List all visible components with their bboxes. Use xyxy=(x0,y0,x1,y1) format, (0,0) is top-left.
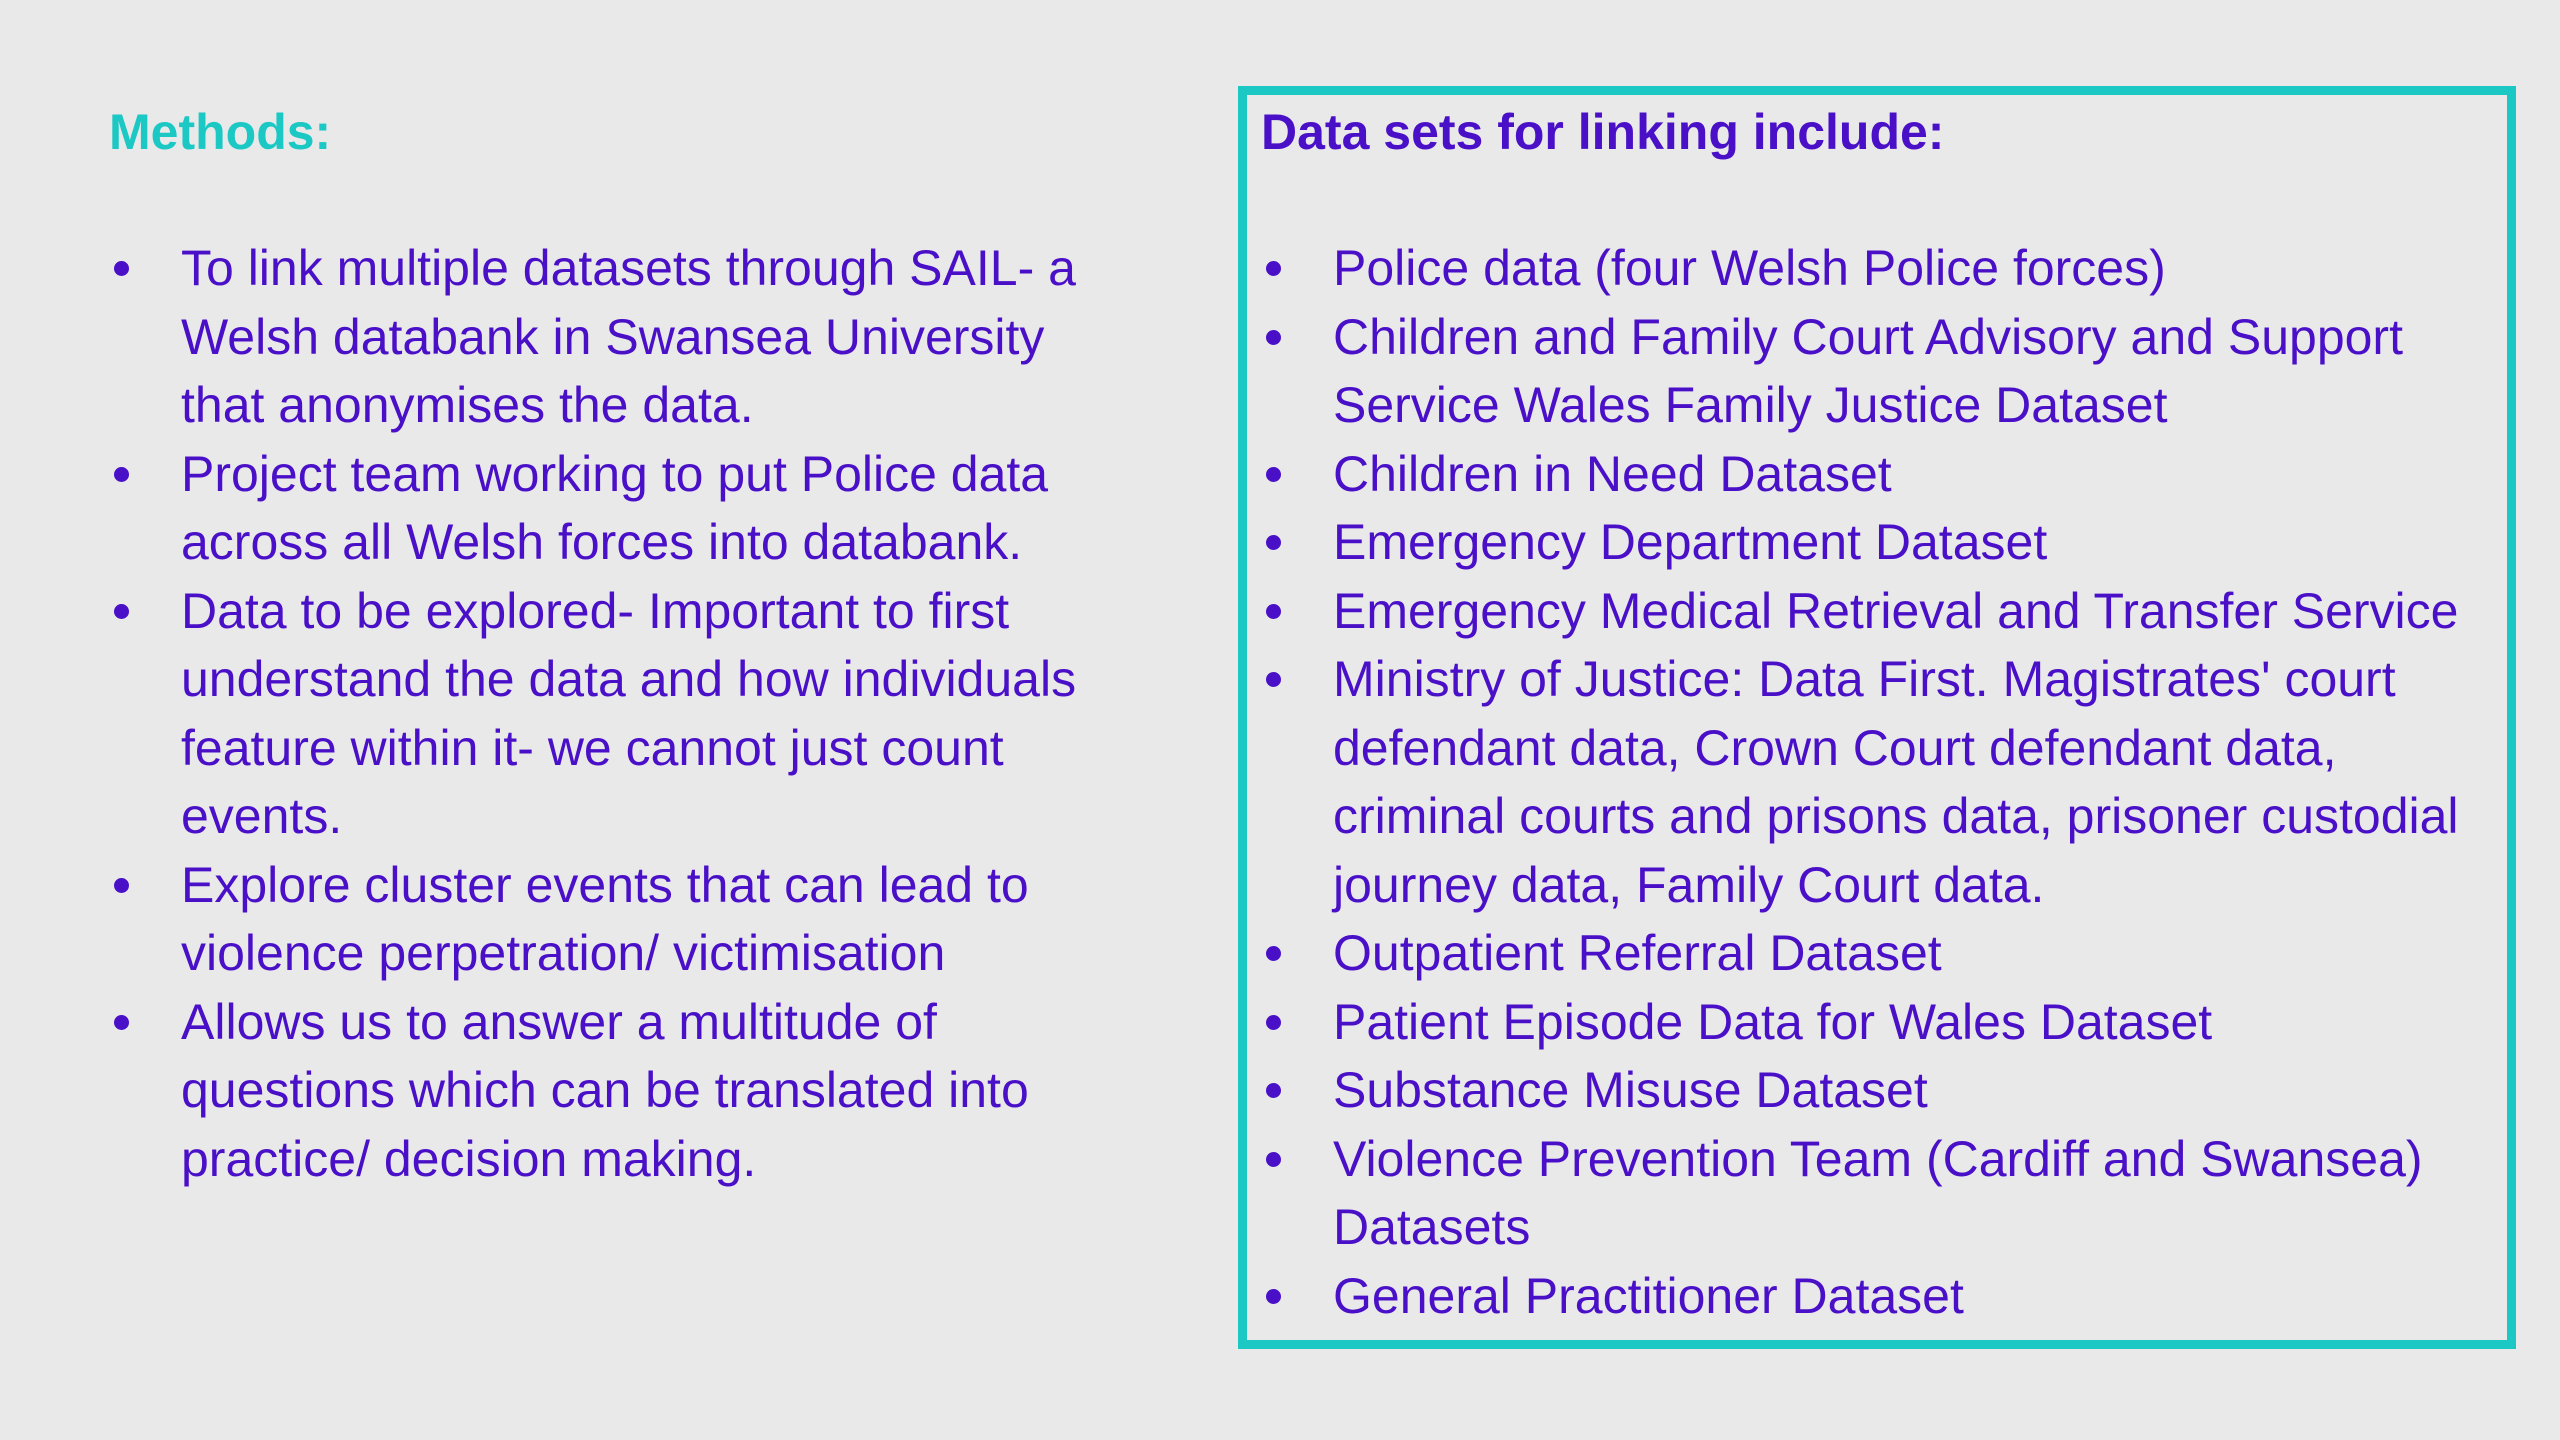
bullet-icon xyxy=(114,878,129,893)
bullet-icon xyxy=(1266,672,1281,687)
datasets-list xyxy=(1261,234,2521,1330)
list-item xyxy=(1261,234,2521,303)
methods-item-text: Data to be explored- Important to first understand the data and how individuals feature within it- we cannot just count events. xyxy=(181,582,1077,844)
bullet-icon xyxy=(1266,1083,1281,1098)
methods-item-text: Project team working to put Police data across all Welsh forces into databank. xyxy=(181,445,1049,570)
bullet-icon xyxy=(114,261,129,276)
bullet-icon xyxy=(114,467,129,482)
bullet-icon xyxy=(114,604,129,619)
list-item xyxy=(109,988,1129,1194)
list-item xyxy=(1261,919,2521,988)
methods-item-text: To link multiple datasets through SAIL- a Welsh databank in Swansea University that anonymises the data. xyxy=(181,240,1076,433)
list-item xyxy=(1261,508,2521,577)
list-item xyxy=(1261,440,2521,509)
list-item xyxy=(1261,645,2521,919)
list-item xyxy=(1261,303,2521,440)
bullet-icon xyxy=(1266,1289,1281,1304)
bullet-icon xyxy=(1266,946,1281,961)
bullet-icon xyxy=(114,1015,129,1030)
dataset-item-text: Violence Prevention Team (Cardiff and Swansea) Datasets xyxy=(1333,1130,2423,1255)
bullet-icon xyxy=(1266,467,1281,482)
dataset-item-text: Police data (four Welsh Police forces) xyxy=(1333,240,2166,296)
list-item xyxy=(109,234,1129,440)
dataset-item-text: Emergency Department Dataset xyxy=(1333,514,2048,570)
dataset-item-text: Children in Need Dataset xyxy=(1333,445,1892,502)
dataset-item-text: Ministry of Justice: Data First. Magistrates' court defendant data, Crown Court defendant data, criminal courts and prisons data, prisoner custodial journey data, Family Court data. xyxy=(1333,651,2459,913)
methods-item-text: Allows us to answer a multitude of questions which can be translated into practice/ decision making. xyxy=(181,993,1029,1187)
bullet-icon xyxy=(1266,261,1281,276)
methods-item-text: Explore cluster events that can lead to violence perpetration/ victimisation xyxy=(181,856,1029,981)
list-item xyxy=(1261,1056,2521,1125)
dataset-item-text: Substance Misuse Dataset xyxy=(1333,1062,1928,1118)
dataset-item-text: Outpatient Referral Dataset xyxy=(1333,925,1942,981)
dataset-item-text: Emergency Medical Retrieval and Transfer Service xyxy=(1333,582,2459,639)
bullet-icon xyxy=(1266,1015,1281,1030)
methods-list xyxy=(109,234,1129,1193)
list-item xyxy=(1261,577,2521,646)
dataset-item-text: Patient Episode Data for Wales Dataset xyxy=(1333,993,2213,1050)
list-item xyxy=(1261,988,2521,1057)
list-item xyxy=(109,440,1129,577)
datasets-heading: Data sets for linking include: xyxy=(1261,104,1945,160)
bullet-icon xyxy=(1266,604,1281,619)
bullet-icon xyxy=(1266,1152,1281,1167)
bullet-icon xyxy=(1266,535,1281,550)
methods-heading: Methods: xyxy=(109,104,332,160)
dataset-item-text: Children and Family Court Advisory and Support Service Wales Family Justice Dataset xyxy=(1333,308,2403,433)
list-item xyxy=(109,851,1129,988)
list-item xyxy=(1261,1125,2521,1262)
list-item xyxy=(109,577,1129,851)
list-item xyxy=(1261,1262,2521,1331)
dataset-item-text: General Practitioner Dataset xyxy=(1333,1267,1964,1324)
bullet-icon xyxy=(1266,330,1281,345)
